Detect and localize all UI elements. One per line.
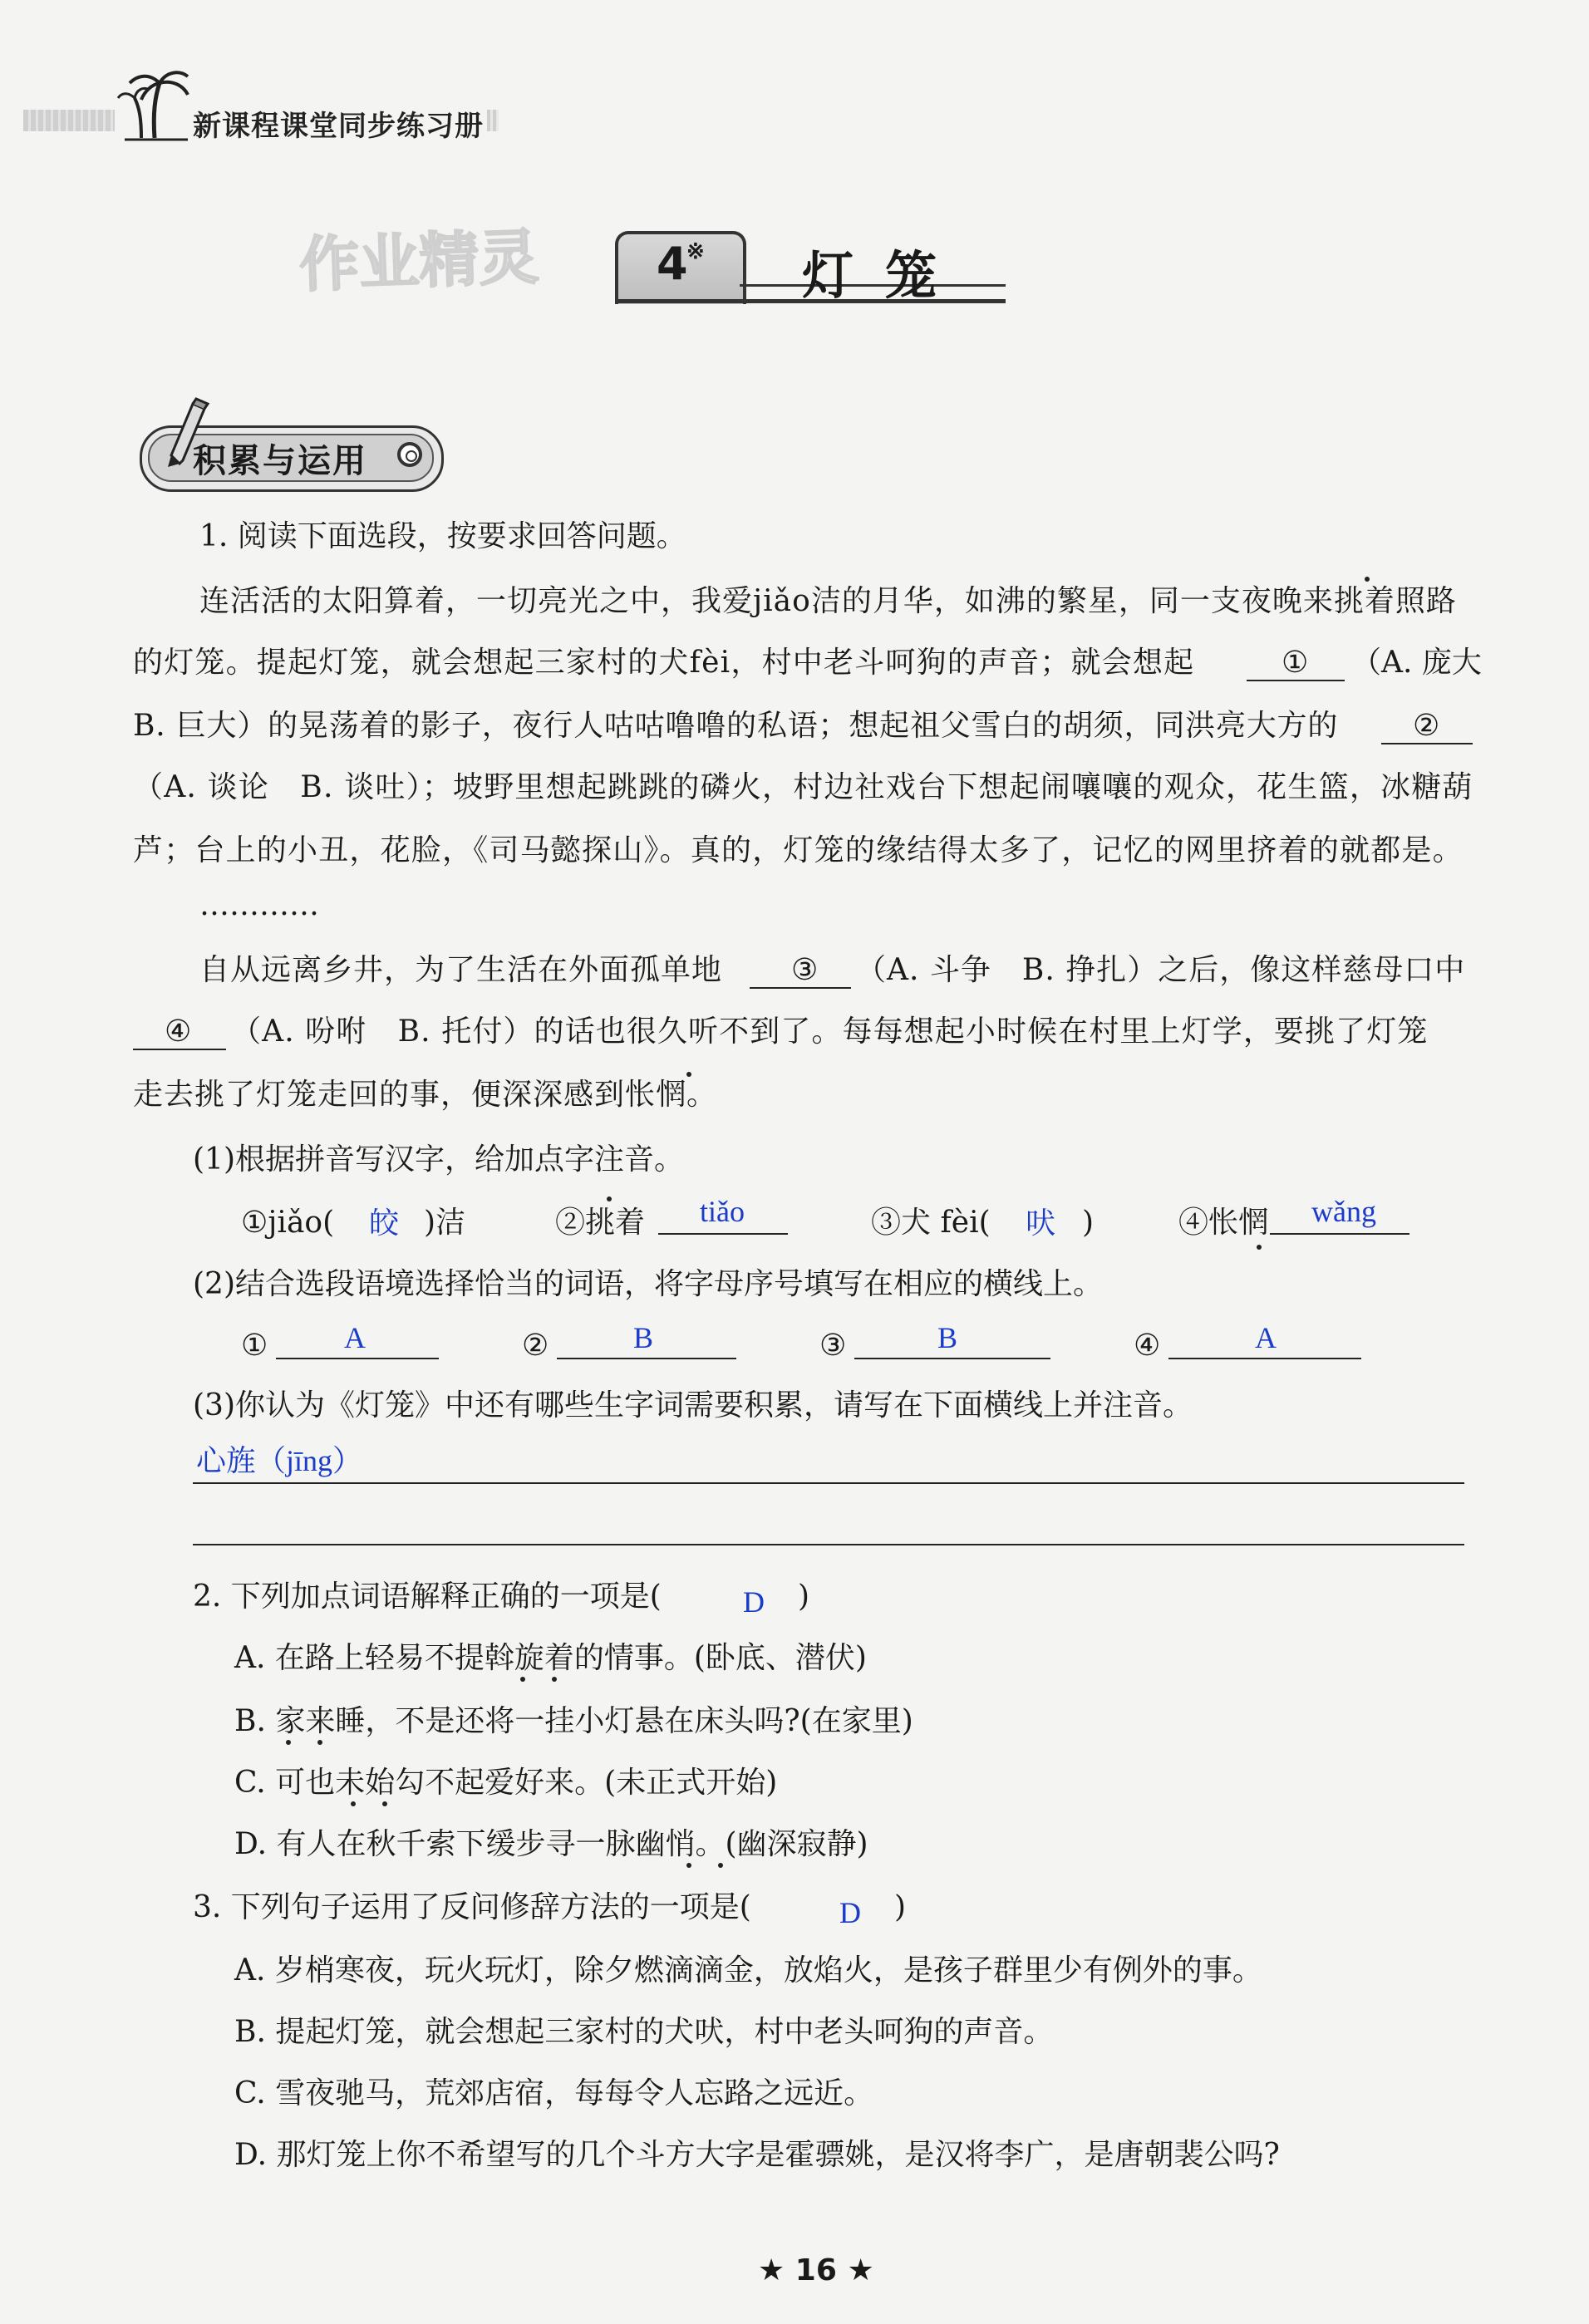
sub1-item-3-answer: 吠 xyxy=(1026,1206,1056,1240)
emphasis-dot xyxy=(686,1863,691,1868)
blank-4-marker: ④ xyxy=(165,1015,192,1049)
sub1-item-4-label: ④怅惘 xyxy=(1178,1206,1269,1240)
watermark: 作业精灵 xyxy=(298,221,540,300)
q3-option-d: D. 那灯笼上你不希望写的几个斗方大字是霍骠姚，是汉将李广，是唐朝裴公吗? xyxy=(234,2138,1280,2172)
emphasis-dot xyxy=(382,1801,387,1806)
blank-2-line xyxy=(1381,743,1473,744)
q1-stem: 1. 阅读下面选段，按要求回答问题。 xyxy=(199,519,686,553)
q2-option-d: D. 有人在秋千索下缓步寻一脉幽悄。(幽深寂静) xyxy=(234,1827,868,1861)
q1-sub3-prompt: (3)你认为《灯笼》中还有哪些生字词需要积累，请写在下面横线上并注音。 xyxy=(193,1388,1193,1422)
q2-option-a: A. 在路上轻易不提斡旋着的情事。(卧底、潜伏) xyxy=(234,1641,867,1675)
emphasis-dot xyxy=(286,1740,291,1745)
q1-sub1-prompt: (1)根据拼音写汉字，给加点字注音。 xyxy=(193,1142,684,1177)
sub1-item-3-label: ③犬 fèi( xyxy=(871,1206,991,1240)
q3-stem-close: ) xyxy=(894,1890,907,1924)
sub2-item-1-answer: A xyxy=(344,1321,366,1354)
q3-stem: 3. 下列句子运用了反问修辞方法的一项是( xyxy=(193,1890,751,1924)
emphasis-dot xyxy=(552,1677,557,1682)
pencil-icon xyxy=(163,397,209,467)
sub2-item-1-label: ① xyxy=(241,1329,268,1363)
q2-stem-close: ) xyxy=(798,1580,810,1614)
blank-1-line xyxy=(1247,680,1345,681)
passage-line-5: 芦；台上的小丑，花脸，《司马懿探山》。真的，灯笼的缘结得太多了，记忆的网里挤着的就都是。 xyxy=(133,833,1464,867)
sub1-item-2-label: ②挑着 xyxy=(555,1206,646,1240)
sub1-item-3-after: ) xyxy=(1082,1206,1095,1240)
sub2-item-4-line xyxy=(1168,1358,1361,1359)
sub2-item-2-label: ② xyxy=(522,1329,549,1363)
passage-line-3: B. 巨大）的晃荡着的影子，夜行人咕咕噜噜的私语；想起祖父雪白的胡须，同洪亮大方的 xyxy=(133,709,1339,743)
sub1-item-2-answer: tiǎo xyxy=(700,1195,745,1228)
q3-option-b: B. 提起灯笼，就会想起三家村的犬吠，村中老头呵狗的声音。 xyxy=(234,2015,1054,2049)
lesson-title: 灯笼 xyxy=(802,245,969,306)
passage-line-6: 自从远离乡井，为了生活在外面孤单地 xyxy=(199,953,723,987)
emphasis-dot xyxy=(317,1740,322,1745)
blank-3-line xyxy=(750,987,851,989)
emphasis-dot xyxy=(1257,1245,1262,1250)
blank-4-line xyxy=(133,1049,226,1050)
q3-option-c: C. 雪夜驰马，荒郊店宿，每每令人忘路之远近。 xyxy=(234,2076,874,2110)
sub2-item-4-label: ④ xyxy=(1134,1329,1161,1363)
sub1-item-4-answer: wǎng xyxy=(1311,1195,1376,1228)
sub3-answer: 心旌（jīng） xyxy=(196,1444,363,1477)
header-decoration-bar xyxy=(23,110,115,131)
passage-line-8: 走去挑了灯笼走回的事，便深深感到怅惘。 xyxy=(133,1078,718,1112)
ring-icon xyxy=(397,442,422,467)
passage-line-2-tail: （A. 庞大 xyxy=(1351,646,1482,680)
passage-line-7: （A. 吩咐 B. 托付）的话也很久听不到了。每每想起小时候在村里上灯学，要挑了灯笼 xyxy=(231,1015,1429,1049)
sub2-item-1-line xyxy=(276,1358,439,1359)
passage-line-1: 连活活的太阳算着，一切亮光之中，我爱jiǎo洁的月华，如沸的繁星，同一支夜晚来挑着照路 xyxy=(199,584,1457,618)
passage-ellipsis: ………… xyxy=(199,888,319,922)
blank-3-marker: ③ xyxy=(791,953,819,987)
passage-line-4: （A. 谈论 B. 谈吐）；坡野里想起跳跳的磷火，村边社戏台下想起闹嚷嚷的观众，花生篮，冰糖葫 xyxy=(133,770,1473,804)
book-title: 新课程课堂同步练习册 xyxy=(193,110,484,143)
blank-2-marker: ② xyxy=(1413,709,1440,743)
answer-line-1 xyxy=(193,1482,1464,1484)
sub1-item-1-answer: 皎 xyxy=(369,1206,400,1240)
answer-line-2 xyxy=(193,1544,1464,1545)
q1-sub2-prompt: (2)结合选段语境选择恰当的词语，将字母序号填写在相应的横线上。 xyxy=(193,1267,1103,1301)
sub2-item-4-answer: A xyxy=(1255,1321,1277,1354)
blank-1-marker: ① xyxy=(1282,646,1309,680)
sub1-item-4-line xyxy=(1270,1233,1409,1235)
emphasis-dot xyxy=(1365,577,1370,582)
emphasis-dot xyxy=(686,1072,691,1077)
q3-option-a: A. 岁梢寒夜，玩火玩灯，除夕燃滴滴金，放焰火，是孩子群里少有例外的事。 xyxy=(234,1953,1262,1987)
page-number: ★ 16 ★ xyxy=(758,2253,874,2287)
header-decoration-bar-end xyxy=(487,110,499,131)
lesson-number: 4 xyxy=(657,238,688,290)
emphasis-dot xyxy=(718,1863,723,1868)
q2-answer: D xyxy=(743,1585,765,1619)
q3-answer: D xyxy=(839,1896,861,1929)
sub1-item-2-line xyxy=(658,1233,788,1235)
sub2-item-2-line xyxy=(557,1358,736,1359)
passage-line-2: 的灯笼。提起灯笼，就会想起三家村的犬fèi，村中老斗呵狗的声音；就会想起 xyxy=(133,646,1195,680)
sub2-item-3-label: ③ xyxy=(819,1329,847,1363)
sub2-item-2-answer: B xyxy=(633,1321,654,1354)
sub2-item-3-answer: B xyxy=(937,1321,958,1354)
q2-stem: 2. 下列加点词语解释正确的一项是( xyxy=(193,1580,662,1614)
sub2-item-3-line xyxy=(854,1358,1050,1359)
sub1-item-1-label: ①jiǎo( xyxy=(241,1206,335,1240)
q2-option-b: B. 家来睡，不是还将一挂小灯悬在床头吗?(在家里) xyxy=(234,1704,913,1738)
section-title: 积累与运用 xyxy=(193,442,367,480)
palm-tree-icon xyxy=(116,65,193,141)
emphasis-dot xyxy=(607,1196,612,1201)
sub1-item-1-after: )洁 xyxy=(424,1206,466,1240)
q2-option-c: C. 可也未始勾不起爱好来。(未正式开始) xyxy=(234,1766,778,1800)
emphasis-dot xyxy=(351,1801,356,1806)
emphasis-dot xyxy=(520,1677,525,1682)
passage-line-6-tail: （A. 斗争 B. 挣扎）之后，像这样慈母口中 xyxy=(856,953,1466,987)
lesson-mark: ※ xyxy=(686,239,705,264)
